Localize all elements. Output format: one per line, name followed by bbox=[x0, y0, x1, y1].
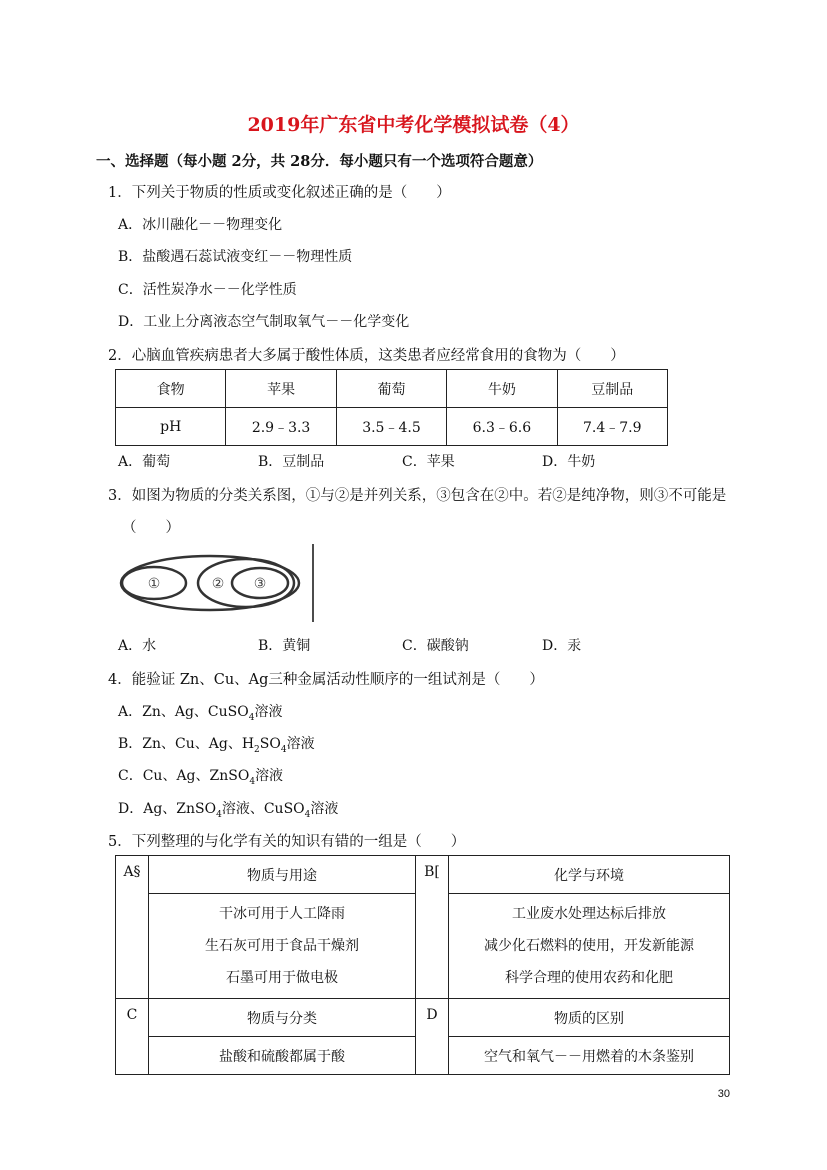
q3-stem-cont: （ ） bbox=[122, 520, 180, 536]
q2-option-b: B．豆制品 bbox=[258, 454, 325, 470]
q2-option-a: A．葡萄 bbox=[118, 454, 171, 470]
cell-c-label: C bbox=[116, 999, 149, 1075]
q1-stem: 1．下列关于物质的性质或变化叙述正确的是（ ） bbox=[108, 185, 451, 201]
label-1: ① bbox=[147, 576, 161, 592]
classification-diagram bbox=[116, 542, 316, 624]
table-cell: 豆制品 bbox=[557, 370, 667, 408]
q2-option-c: C．苹果 bbox=[402, 454, 455, 470]
table-row bbox=[116, 408, 668, 446]
q4-option-a: A．Zn、Ag、CuSO$_4$溶液 bbox=[118, 704, 283, 723]
q3-option-b: B．黄铜 bbox=[258, 638, 311, 654]
table-cell: 7.4﹣7.9 bbox=[557, 408, 667, 446]
table-cell: 葡萄 bbox=[336, 370, 446, 408]
cell-a-label: A§ bbox=[116, 856, 149, 999]
q3-option-c: C．碳酸钠 bbox=[402, 638, 469, 654]
table-cell: 苹果 bbox=[226, 370, 336, 408]
q1-option-b: B．盐酸遇石蕊试液变红－－物理性质 bbox=[118, 249, 353, 265]
cell-d-items: 空气和氧气－－用燃着的木条鉴别 bbox=[449, 1037, 730, 1075]
q3-option-a: A．水 bbox=[118, 638, 157, 654]
cell-b-title: 化学与环境 bbox=[449, 856, 730, 894]
q2-options bbox=[118, 451, 718, 471]
table-cell: 3.5﹣4.5 bbox=[336, 408, 446, 446]
table-cell: pH bbox=[116, 408, 226, 446]
q4-option-d: D．Ag、ZnSO$_4$溶液、CuSO$_4$溶液 bbox=[118, 801, 339, 820]
q5-knowledge-table bbox=[115, 855, 730, 1075]
q1-option-c: C．活性炭净水－－化学性质 bbox=[118, 282, 297, 298]
q4-option-b: B．Zn、Cu、Ag、$H_2SO_4$溶液 bbox=[118, 736, 315, 755]
q1-option-d: D．工业上分离液态空气制取氧气－－化学变化 bbox=[118, 314, 410, 330]
q3-stem: 3．如图为物质的分类关系图，①与②是并列关系，③包含在②中。若②是纯净物，则③不可能是 bbox=[108, 488, 727, 504]
table-cell: 2.9﹣3.3 bbox=[226, 408, 336, 446]
label-3: ③ bbox=[253, 576, 267, 592]
q3-options bbox=[118, 635, 718, 655]
q4-option-c: C．Cu、Ag、ZnSO$_4$溶液 bbox=[118, 768, 284, 787]
cell-a-items: 干冰可用于人工降雨 生石灰可用于食品干燥剂 石墨可用于做电极 bbox=[149, 894, 416, 999]
q3-option-d: D．汞 bbox=[542, 638, 582, 654]
table-cell: 牛奶 bbox=[447, 370, 557, 408]
q2-stem: 2．心脑血管疾病患者大多属于酸性体质，这类患者应经常食用的食物为（ ） bbox=[108, 348, 625, 364]
table-row bbox=[116, 856, 730, 894]
table-cell: 食物 bbox=[116, 370, 226, 408]
q1-option-a: A．冰川融化－－物理变化 bbox=[118, 217, 283, 233]
q2-option-d: D．牛奶 bbox=[542, 454, 596, 470]
label-2: ② bbox=[211, 576, 225, 592]
table-row bbox=[116, 999, 730, 1037]
q2-ph-table bbox=[115, 369, 668, 446]
cell-d-title: 物质的区别 bbox=[449, 999, 730, 1037]
cell-b-items: 工业废水处理达标后排放 减少化石燃料的使用，开发新能源 科学合理的使用农药和化肥 bbox=[449, 894, 730, 999]
cell-a-title: 物质与用途 bbox=[149, 856, 416, 894]
q4-stem: 4．能验证 Zn、Cu、Ag三种金属活动性顺序的一组试剂是（ ） bbox=[108, 672, 544, 688]
section-heading: 一、选择题（每小题 2分，共 28分．每小题只有一个选项符合题意） bbox=[96, 153, 543, 170]
cell-b-label: B[ bbox=[416, 856, 449, 999]
cell-c-title: 物质与分类 bbox=[149, 999, 416, 1037]
cell-d-label: D bbox=[416, 999, 449, 1075]
page-number: 30 bbox=[717, 1088, 730, 1100]
page-title: 2019年广东省中考化学模拟试卷（4） bbox=[247, 114, 580, 136]
table-cell: 6.3﹣6.6 bbox=[447, 408, 557, 446]
cell-c-items: 盐酸和硫酸都属于酸 bbox=[149, 1037, 416, 1075]
table-row bbox=[116, 370, 668, 408]
q5-stem: 5．下列整理的与化学有关的知识有错的一组是（ ） bbox=[108, 834, 466, 850]
